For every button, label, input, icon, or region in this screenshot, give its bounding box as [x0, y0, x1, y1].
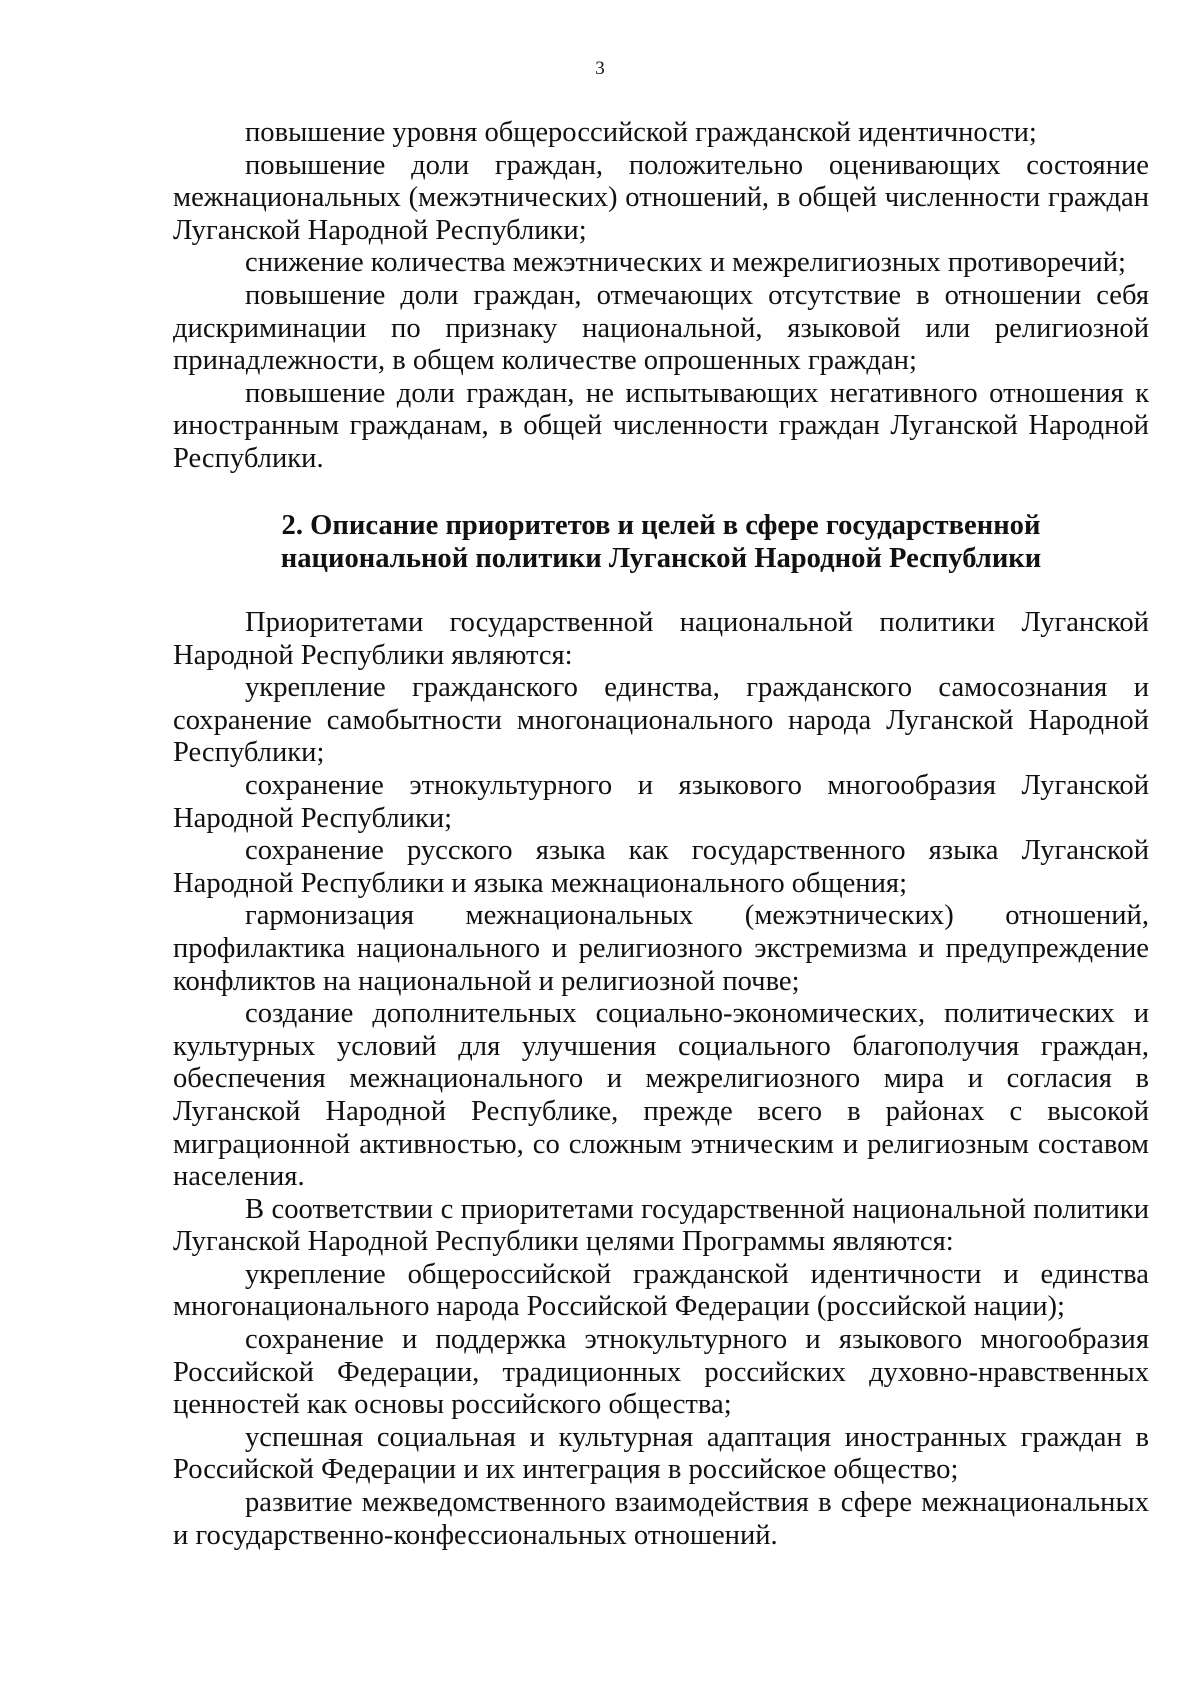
paragraph: повышение доли граждан, не испытывающих негативного отношения к иностранным гражданам, в общей численности граждан Луганской Народной Республики. [173, 377, 1149, 474]
paragraph: повышение доли граждан, положительно оценивающих состояние межнациональных (межэтнических) отношений, в общей численности граждан Луганской Народной Республики; [173, 149, 1149, 246]
paragraph: сохранение русского языка как государственного языка Луганской Народной Республики и языка межнационального общения; [173, 835, 1149, 899]
paragraph: снижение количества межэтнических и межрелигиозных противоречий; [245, 247, 1126, 279]
paragraph: сохранение этнокультурного и языкового многообразия Луганской Народной Республики; [173, 769, 1149, 834]
paragraph: В соответствии с приоритетами государственной национальной политики Луганской Народной Республики целями Программы являются: [173, 1193, 1149, 1258]
paragraph: Приоритетами государственной национальной политики Луганской Народной Республики являются: [173, 607, 1149, 671]
goals-indicators-block [173, 117, 1149, 476]
paragraph: укрепление общероссийской гражданской идентичности и единства многонационального народа Российской Федерации (российской нации); [173, 1258, 1149, 1323]
section-heading-line-1: 2. Описание приоритетов и целей в сфере государственной [281, 510, 1041, 541]
paragraph: развитие межведомственного взаимодействия в сфере межнациональных и государственно-конфессиональных отношений. [173, 1487, 1149, 1551]
paragraph: сохранение и поддержка этнокультурного и языкового многообразия Российской Федерации, традиционных российских духовно-нравственных ценностей как основы российского общества; [173, 1324, 1149, 1421]
paragraph: гармонизация межнациональных (межэтнических) отношений, профилактика национального и религиозного экстремизма и предупреждение конфликтов на национальной и религиозной почве; [173, 900, 1149, 997]
section-heading-line-2: национальной политики Луганской Народной Республики [280, 543, 1042, 574]
paragraph: повышение уровня общероссийской гражданской идентичности; [245, 117, 1037, 148]
page-number: 3 [595, 58, 605, 79]
paragraph: повышение доли граждан, отмечающих отсутствие в отношении себя дискриминации по признаку национальной, языковой или религиозной принадлежности, в общем количестве опрошенных граждан; [173, 279, 1149, 377]
paragraph: успешная социальная и культурная адаптация иностранных граждан в Российской Федерации и их интеграция в российское общество; [173, 1421, 1149, 1486]
paragraph: создание дополнительных социально-экономических, политических и культурных условий для улучшения социального благополучия граждан, обеспечения межнационального и межрелигиозного мира и согласия в Луганской Народной Республике, прежде всего в районах с высокой миграционной активностью, со сложным этническим и религиозным составом населения. [173, 998, 1149, 1193]
paragraph: укрепление гражданского единства, гражданского самосознания и сохранение самобытности многонационального народа Луганской Народной Республики; [173, 672, 1149, 769]
section-heading [173, 509, 1149, 575]
priorities-block [173, 607, 1149, 1552]
